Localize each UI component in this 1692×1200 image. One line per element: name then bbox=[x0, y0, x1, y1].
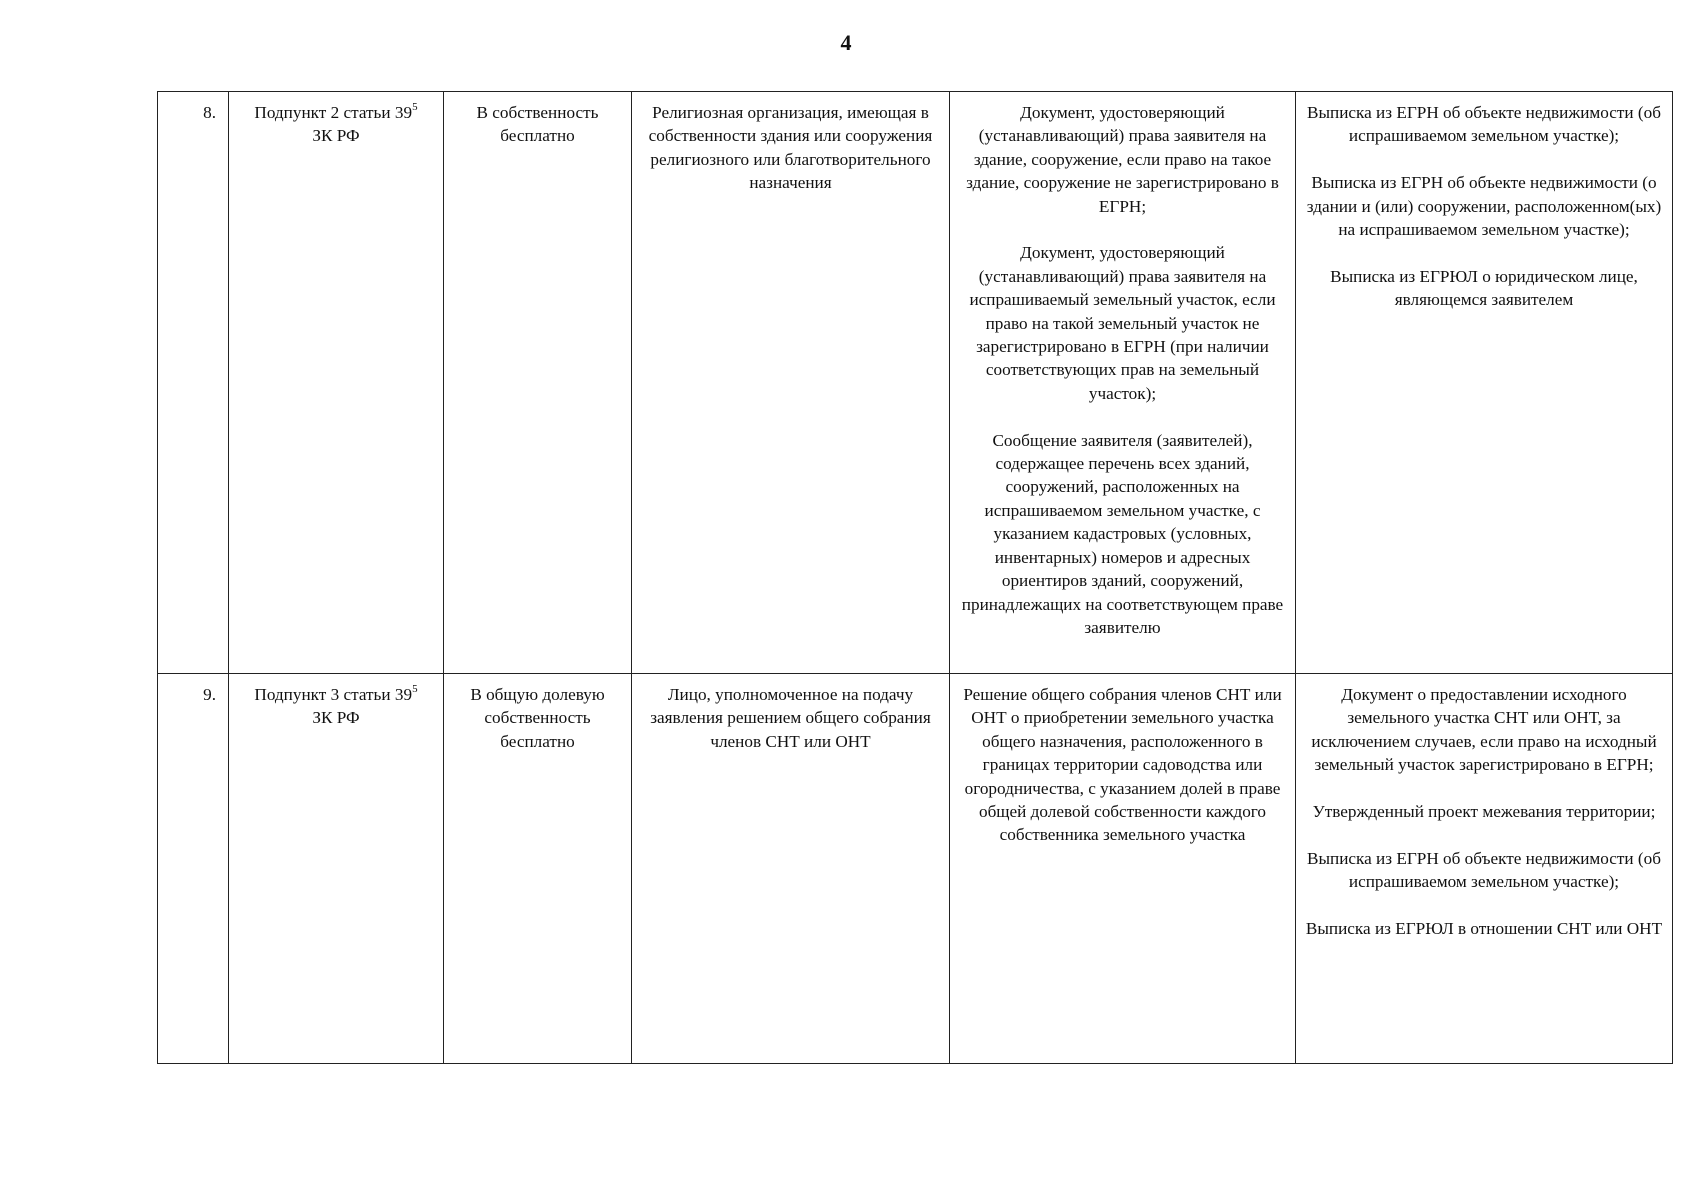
interagency-documents-cell bbox=[1296, 674, 1673, 1064]
document-item: Выписка из ЕГРЮЛ в отношении СНТ или ОНТ bbox=[1305, 919, 1663, 939]
article-superscript: 5 bbox=[412, 101, 418, 113]
applicant-cell: Лицо, уполномоченное на подачу заявления решением общего собрания членов СНТ или ОНТ bbox=[632, 674, 950, 1064]
legal-basis-cell bbox=[229, 674, 444, 1064]
document-item: Утвержденный проект межевания территории; bbox=[1312, 802, 1656, 822]
table-row bbox=[158, 92, 1673, 674]
document-item: Документ, удостоверяющий (устанавливающий) права заявителя на здание, сооружение, если право на такое здание, сооружение не зарегистрировано в ЕГРН; bbox=[966, 103, 1279, 216]
table-row bbox=[158, 674, 1673, 1064]
document-item: Документ о предоставлении исходного земельного участка СНТ или ОНТ, за исключением случаев, если право на исходный земельный участок зарегистрировано в ЕГРН; bbox=[1311, 685, 1657, 775]
document-item: Решение общего собрания членов СНТ или ОНТ о приобретении земельного участка общего назначения, расположенного в границах территории садоводства или огородничества, с указанием долей в праве общей долевой собственности каждого собственника земельного участка bbox=[963, 685, 1282, 845]
applicant-cell: Религиозная организация, имеющая в собственности здания или сооружения религиозного или благотворительного назначения bbox=[632, 92, 950, 674]
document-item: Сообщение заявителя (заявителей), содержащее перечень всех зданий, сооружений, расположенных на испрашиваемом земельном участке, с указанием кадастровых (условных, инвентарных) номеров и адресных ориентиров зданий, сооружений, принадлежащих на соответствующем праве заявителю bbox=[961, 430, 1284, 637]
provision-type-cell: В собственность бесплатно bbox=[444, 92, 632, 674]
applicant-documents-cell bbox=[950, 674, 1296, 1064]
legal-basis-text: Подпункт 3 статьи 39 bbox=[254, 685, 413, 704]
page-number: 4 bbox=[840, 30, 852, 55]
legal-basis-text: Подпункт 2 статьи 39 bbox=[254, 103, 413, 122]
document-item: Выписка из ЕГРН об объекте недвижимости (об испрашиваемом земельном участке); bbox=[1307, 848, 1661, 892]
provision-type-cell: В общую долевую собственность бесплатно bbox=[444, 674, 632, 1064]
row-number: 9. bbox=[158, 674, 229, 1064]
legal-basis-code: ЗК РФ bbox=[312, 708, 360, 728]
document-item: Выписка из ЕГРН об объекте недвижимости (о здании и (или) сооружении, расположенном(ых) на испрашиваемом земельном участке); bbox=[1306, 173, 1662, 240]
legal-basis-cell bbox=[229, 92, 444, 674]
row-number: 8. bbox=[158, 92, 229, 674]
interagency-documents-cell bbox=[1296, 92, 1673, 674]
legal-basis-code: ЗК РФ bbox=[312, 126, 360, 146]
article-superscript: 5 bbox=[412, 683, 418, 695]
services-table bbox=[157, 91, 1673, 1064]
applicant-documents-cell bbox=[950, 92, 1296, 674]
document-item: Документ, удостоверяющий (устанавливающий) права заявителя на испрашиваемый земельный участок, если право на такой земельный участок не зарегистрировано в ЕГРН (при наличии соответствующих прав на земельный участок); bbox=[969, 243, 1276, 403]
document-item: Выписка из ЕГРН об объекте недвижимости (об испрашиваемом земельном участке); bbox=[1307, 103, 1661, 146]
document-item: Выписка из ЕГРЮЛ о юридическом лице, являющемся заявителем bbox=[1330, 266, 1638, 310]
